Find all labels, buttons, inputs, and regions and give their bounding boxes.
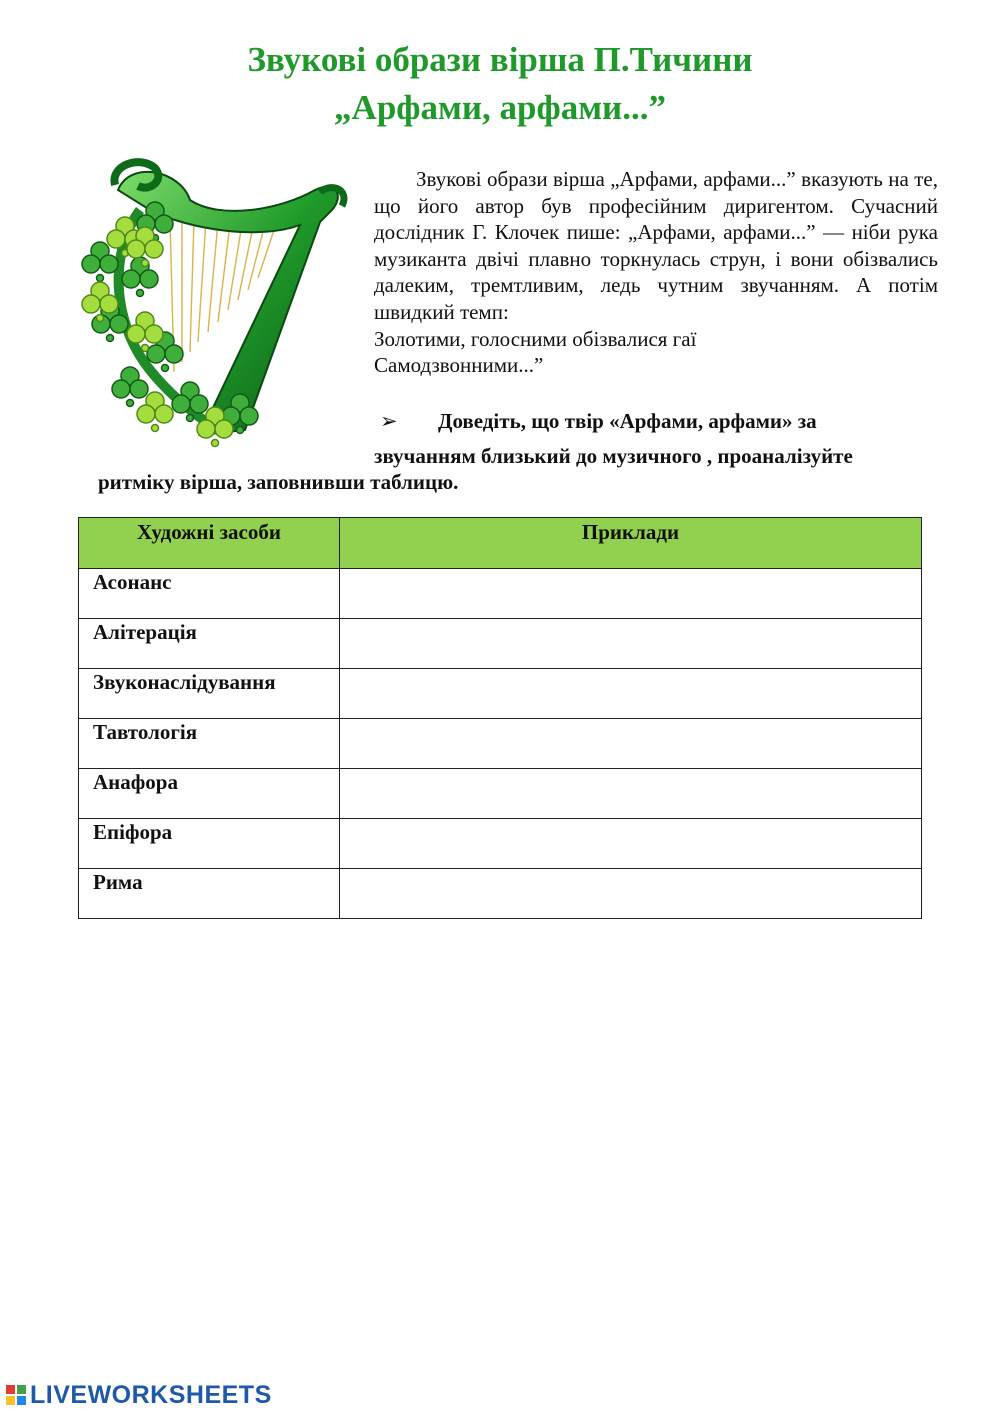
task-part-3: ритміку вірша, заповнивши таблицю. [98, 470, 459, 494]
example-input-cell[interactable] [340, 569, 922, 619]
table-row [79, 619, 922, 669]
table-row [79, 769, 922, 819]
intro-paragraph [374, 166, 938, 379]
table-row [79, 569, 922, 619]
term-cell: Тавтологія [79, 719, 340, 769]
devices-table [78, 517, 922, 919]
term-cell: Алітерація [79, 619, 340, 669]
table-row [79, 719, 922, 769]
term-cell: Звуконаслідування [79, 669, 340, 719]
example-input-cell[interactable] [340, 769, 922, 819]
task-part-2: звучанням близький до музичного , проаналізуйте [374, 444, 853, 468]
harp-with-shamrocks-icon [70, 150, 360, 450]
table-header-row [79, 518, 922, 569]
task-part-1: Доведіть, що твір «Арфами, арфами» за [438, 409, 817, 433]
intro-text: Звукові образи вірша „Арфами, арфами...” вказують на те, що його автор був професійним диригентом. Сучасний дослідник Г. Клочек пише: „Арфами, арфами...” — ніби рука музиканта двічі плавно торкнулась струн, і вони обізвались далеким, тремтливим, ледь чутним звучанням. А потім швидкий темп: [374, 167, 938, 324]
logo-text: LIVEWORKSHEETS [30, 1380, 272, 1409]
logo-blocks-icon [6, 1385, 26, 1405]
example-input-cell[interactable] [340, 619, 922, 669]
task-instruction [374, 404, 934, 474]
title-line-2: „Арфами, арфами...” [334, 88, 666, 127]
example-input-cell[interactable] [340, 819, 922, 869]
table-row [79, 819, 922, 869]
arrow-bullet-icon: ➢ [380, 409, 398, 433]
example-input-cell[interactable] [340, 669, 922, 719]
table-row [79, 669, 922, 719]
header-devices: Художні засоби [79, 518, 340, 569]
example-input-cell[interactable] [340, 869, 922, 919]
title-line-1: Звукові образи вірша П.Тичини [247, 40, 753, 79]
term-cell: Асонанс [79, 569, 340, 619]
term-cell: Рима [79, 869, 340, 919]
term-cell: Епіфора [79, 819, 340, 869]
example-input-cell[interactable] [340, 719, 922, 769]
poem-line-2: Самодзвонними...” [374, 353, 544, 378]
table-row [79, 869, 922, 919]
liveworksheets-logo[interactable] [6, 1380, 272, 1410]
page-title [0, 36, 1000, 132]
poem-line-1: Золотими, голосними обізвалися гаї [374, 326, 697, 351]
term-cell: Анафора [79, 769, 340, 819]
header-examples: Приклади [340, 518, 922, 569]
